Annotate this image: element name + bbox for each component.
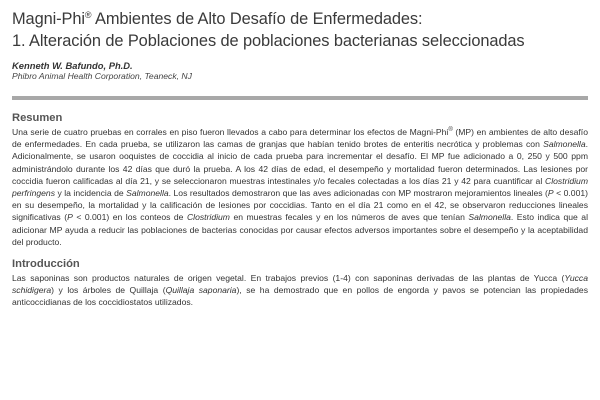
title-line-1: Magni-Phi® Ambientes de Alto Desafío de Enfermedades: xyxy=(12,10,423,28)
paper-title xyxy=(12,8,588,52)
section-heading-resumen: Resumen xyxy=(12,112,63,124)
author-affiliation: Phibro Animal Health Corporation, Teaneck, NJ xyxy=(12,71,192,81)
author-name: Kenneth W. Bafundo, Ph.D. xyxy=(12,60,133,71)
document-page xyxy=(12,0,588,309)
section-heading-introduccion: Introducción xyxy=(12,258,80,271)
registered-mark: ® xyxy=(84,10,92,20)
introduction-paragraph: Las saponinas son productos naturales de origen vegetal. En trabajos previos (1-4) con saponinas derivadas de las plantas de Yucca (Yucca schidigera) y los árboles de Quillaja (Quillaja saponaria), se ha demostrado que en pollos de engorda y pavos se potencian las propiedades anticoccidianas de los coccidiostatos utilizados. xyxy=(12,273,588,308)
section-divider xyxy=(12,96,588,100)
abstract-paragraph: Una serie de cuatro pruebas en corrales en piso fueron llevados a cabo para determinar los efectos de Magni-Phi® (MP) en ambientes de alto desafío de enfermedades. En cada prueba, se utilizaron las camas de granjas que habían tenido brotes de enteritis necrótica y problemas con Salmonella. Adicionalmente, se usaron ooquistes de coccidia al inicio de cada prueba para incrementar el desafío. El MP fue adicionado a 0, 250 y 500 ppm administrándolo durante los 42 días que duró la prueba. A los 42 días de edad, el desempeño y mortalidad fueron determinados. Las lesiones por coccidia fueron calificadas al día 21, y se seleccionaron muestras intestinales y/o fecales colectadas a los días 21 y 42 para cuantificar al Clostridium perfringens y la incidencia de Salmonella. Los resultados demostraron que las aves adicionadas con MP mostraron mejoramientos lineales (P < 0.001) en su desempeño, la mortalidad y la calificación de lesiones por coccidias. Tanto en el día 21 como en el 42, se observaron reducciones lineales significativas (P < 0.001) en los conteos de Clostridium en muestras fecales y en los números de aves que tenían Salmonella. Esto indica que al adicionar MP ayuda a reducir las poblaciones de bacterias conocidas por causar efectos adversos importantes sobre el desempeño y la aceptabilidad del producto. xyxy=(12,127,588,247)
title-line-2: 1. Alteración de Poblaciones de poblaciones bacterianas seleccionadas xyxy=(12,32,525,50)
